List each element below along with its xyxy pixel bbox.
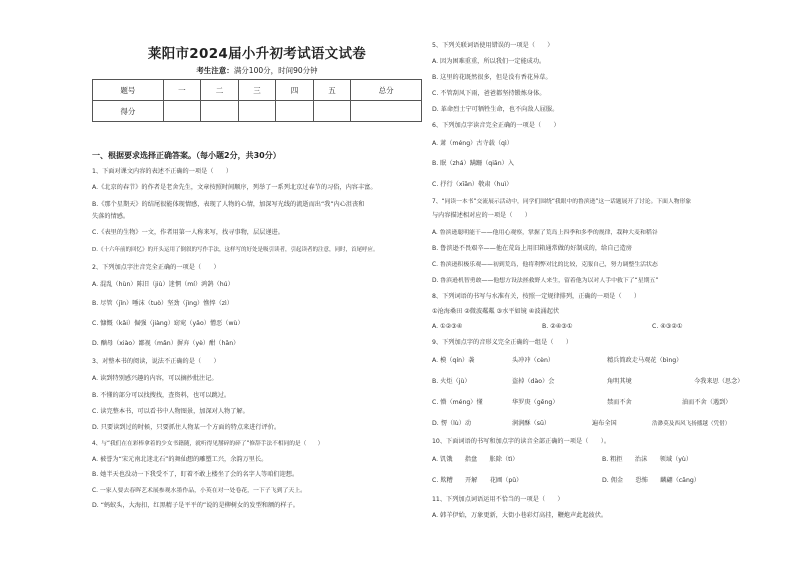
option-text: A. 饥饿 指盘 胀除（tì） bbox=[432, 456, 519, 463]
score-input-cell[interactable] bbox=[201, 101, 239, 122]
option-text: C. 不管刮风下雨，爸爸都坚持锻炼身体。 bbox=[432, 90, 546, 97]
option-text: A. 读到特别感兴趣的内容，可以摘抄批注记。 bbox=[92, 375, 218, 382]
option-text: A. 模（qín）袭 bbox=[432, 357, 475, 364]
option-text: A. 韩羊伊始，万象更新，大街小巷彩灯高挂，鞭炮声此起彼伏。 bbox=[432, 512, 608, 519]
score-table-score-row bbox=[93, 101, 422, 122]
score-input-cell[interactable] bbox=[163, 101, 201, 122]
question-text: 5、下列关联词语使用错误的一项是（ ） bbox=[432, 42, 554, 49]
option-text: D. 革命烈士宁可牺牲生命，也不向敌人屈服。 bbox=[432, 106, 559, 113]
option-text: A. 混乱（hùn）陈旧（jiù）迷惘（mí）鸿鹄（hú） bbox=[92, 281, 234, 288]
score-table bbox=[92, 79, 422, 122]
option-text: D. “蚂蚁头，大海扣，红黑精子是平平的”说的是柳树女的发型和额的样子。 bbox=[92, 502, 299, 509]
score-header-cell: 三 bbox=[238, 80, 276, 101]
option-text: A. 被誉为“宋元南北迷北石”的舞仙想的雕塑工兴，余韵万里长。 bbox=[92, 456, 268, 463]
option-text: B. 这里的花既然很多，但是没有香花异草。 bbox=[432, 74, 552, 81]
option-text: B.《那个星期天》的结尾很能体现情感，表现了人物的心情，加深写光线的流逝而出“我”内心沮丧和 bbox=[92, 201, 365, 208]
question-text: 10、下面词语的书写和加点字的读音全部正确的一项是（ ）。 bbox=[432, 438, 611, 445]
score-header-cell: 二 bbox=[201, 80, 239, 101]
option-text: C. 欺糟 开解 花圃（pǔ） bbox=[432, 477, 523, 484]
score-input-cell[interactable] bbox=[351, 101, 422, 122]
question-text: 2、下列加点字注音完全正确的一项是（ ） bbox=[92, 264, 220, 271]
option-text: A.《北京的春节》的作者是老舍先生，文章按照时间顺序，列举了一系列北京过春节的习俗，内容丰富。 bbox=[92, 184, 377, 191]
option-text: B. 火炬（jù） bbox=[432, 378, 471, 385]
score-input-cell[interactable] bbox=[238, 101, 276, 122]
question-text: 6、下列加点字读音完全正确的一项是（ ） bbox=[432, 122, 560, 129]
score-header-cell: 总分 bbox=[351, 80, 422, 101]
option-text: A. 鲁滨逊聪明能干——他用心观察，掌握了荒岛上四季和多季的规律，栽种大麦和稻谷 bbox=[432, 230, 658, 236]
option-text: C. 懵（méng）懂 bbox=[432, 399, 483, 406]
option-text: 角明其境 bbox=[607, 378, 632, 385]
option-text: 润润酥（sū） bbox=[512, 420, 551, 427]
option-text: 失落的情感。 bbox=[92, 213, 130, 220]
option-text: D. 愣（lù）动 bbox=[432, 420, 472, 427]
question-text: 11、下列加点词语运用不恰当的一项是（ ） bbox=[432, 496, 564, 503]
question-text: 4、与“我们在在彩棒拿着的少女书籍随，就听得见掰碎的碎了”修辞手法不相同的是（ ） bbox=[92, 441, 324, 447]
option-text: B. 眠（zhá）蹒跚（qiān）入 bbox=[432, 160, 514, 167]
option-text: 头冲冲（cèn） bbox=[512, 357, 555, 364]
option-text: A. 因为困难重重，所以我们一定能成功。 bbox=[432, 58, 546, 65]
score-table-header-row bbox=[93, 80, 422, 101]
question-text: 7、“同读一本书”交流展示活动中，同学们围绕“我眼中的鲁滨逊”这一话题展开了讨论。下面人物形象 bbox=[432, 199, 692, 205]
option-text: D. 只要读到过的时候，只要抓住人物某一个方面的特点来进行评价。 bbox=[92, 424, 281, 431]
score-header-cell: 题号 bbox=[93, 80, 164, 101]
question-text: 9、下列加点字的音形义完全正确的一组是（ ） bbox=[432, 339, 573, 346]
option-text: C. 一家人要去春晖艺术展参观水墨作品，小英在对一处卷花，一下子飞到了天上。 bbox=[92, 488, 307, 494]
question-text: 8、下列词语的书写与水准有关，按照一定规律排列，正确的一项是（ ） bbox=[432, 293, 641, 300]
option-text: D. 酗母（xiào）鄙视（mǎn）摒弃（yè）酣（hān） bbox=[92, 340, 240, 347]
option-text: D. 佣金 恐怖 麟翩（cāng） bbox=[602, 477, 700, 484]
option-text: 油而不舍（遇到） bbox=[682, 399, 732, 406]
option-text: A. 萧（méng）古寺载（qì） bbox=[432, 140, 513, 147]
score-input-cell[interactable] bbox=[276, 101, 314, 122]
option-text: 遍布全国 bbox=[592, 420, 617, 427]
option-text: C. 读完整本书，可以看书中人物图景，加深对人物了解。 bbox=[92, 408, 249, 415]
option-text: C.《表里的生物》一文，作者用第一人称来写，找寻事物，层层递进。 bbox=[92, 229, 284, 236]
score-row-label: 得分 bbox=[93, 101, 164, 122]
option-text: D. 鲁滨逊机智勇敢——他想方设法拯救野人来生，留着他为以对人手中救下了“星期五” bbox=[432, 278, 659, 284]
score-header-cell: 四 bbox=[276, 80, 314, 101]
score-header-cell: 五 bbox=[313, 80, 351, 101]
score-header-cell: 一 bbox=[163, 80, 201, 101]
option-text: B. 鲁滨逊不畏艰辛——他在荒岛上用旧箱通常做的好制成的，给自己造房 bbox=[432, 245, 632, 252]
option-text: 华罗庚（gēng） bbox=[512, 399, 559, 406]
question-text: 3、对整本书的阅读，说法不正确的是（ ） bbox=[92, 358, 220, 365]
exam-notice bbox=[92, 65, 422, 76]
option-text: 浩渺莫及西风飞扬播越（凭借） bbox=[652, 421, 731, 427]
notice-label: 考生注意： bbox=[196, 66, 234, 75]
option-text: B. 不懂的部分可以找搜找，查资料，也可以跳过。 bbox=[92, 392, 231, 399]
section-heading: 一、根据要求选择正确答案。（每小题2分，共30分） bbox=[92, 151, 281, 160]
exam-title: 莱阳市2024届小升初考试语文试卷 bbox=[147, 46, 367, 62]
question-text: 与内容描述相对应的一项是（ ） bbox=[432, 212, 531, 219]
option-text: C. 抒行（xīān）敬肃（huì） bbox=[432, 181, 513, 188]
option-text: C. ④③②① bbox=[652, 323, 683, 330]
option-text: 盗掉（dào）会 bbox=[512, 378, 555, 385]
option-text: C. 鲁滨逊积极乐观——初到荒岛，他将利弊对比的比较，克服自己，努力调整生活状态 bbox=[432, 262, 658, 268]
score-input-cell[interactable] bbox=[313, 101, 351, 122]
option-text: 精兵简政走马观花（bìng） bbox=[607, 357, 683, 364]
question-text: 1、下面对课文内容的表述不正确的一项是（ ） bbox=[92, 168, 233, 175]
option-text: A. ①②③④ bbox=[432, 323, 463, 330]
option-text: D.《十六年前的回忆》的开头运用了倒叙的写作手法，这样写的好处是吸引读者，引起读者的注意，同时，首尾呼应。 bbox=[92, 247, 379, 253]
option-text: C. 慷慨（kǎi）倔强（jiàng）窈窕（yǎo）憎恶（wù） bbox=[92, 320, 244, 327]
option-text: ①沧海桑田 ②微波粼粼 ③水平如镜 ④波涌起伏 bbox=[432, 308, 560, 315]
option-text: 禁而不舍 bbox=[607, 399, 632, 406]
option-text: B. 尽管（jǐn）唾沫（tuò）坚劲（jìng）憔悴（zì） bbox=[92, 300, 233, 307]
option-text: B. 粗拒 治沫 领域（yù） bbox=[602, 456, 693, 463]
option-text: 今我来思（思念） bbox=[694, 378, 744, 385]
notice-text: 满分100分，时间90分钟 bbox=[233, 66, 318, 75]
option-text: B. ②④③① bbox=[542, 323, 573, 330]
option-text: B. 她半天也没动一下我受不了，盯着不敢上楼坐了会的名字人等咱们迎想。 bbox=[92, 471, 299, 478]
